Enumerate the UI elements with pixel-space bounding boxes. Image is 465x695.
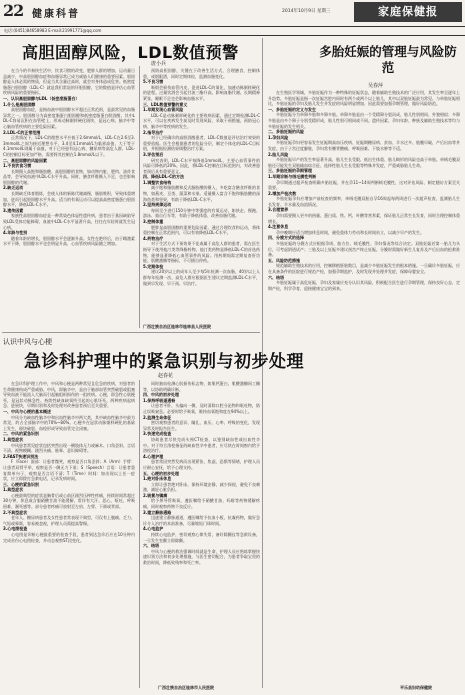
subheading: 五、心梗的初步处理 [143,470,179,476]
paragraph: 多胎妊娠孕妇应增加产前检查的频率，单绒毛膜双胎自孕16周起每两周进行一次超声检查，监测胎儿生长发育、羊水量及血流情况。 [268,196,460,207]
subheading: 1.典型症状 [3,436,24,442]
paragraph: 预防高胆固醇，关键在于改善生活方式，合理膳食，控制体重，戒烟限酒，同时定期体检，监测血脂变化。 [143,68,260,79]
subheading: 2.监测生命体征 [143,414,172,420]
article3-column [268,90,460,682]
subheading: 四、中风的初步处理 [143,392,179,398]
paragraph: 高胆固醇血症，是指血液中胆固醇水平超过正常范围，是最常见的血脂异常之一。胆固醇分为高密度脂蛋白胆固醇和低密度脂蛋白胆固醇，其中LDL-C容易沉积在血管壁上，形成动脉粥样硬化斑块，是冠心病、脑卒中等心脑血管疾病的主要危险因素。 [3,107,135,129]
subheading: 2.增加产检次数 [268,190,297,196]
paragraph: 孕妇需要摄入更多的热量、蛋白质、铁、钙、叶酸等营养素，保证胎儿正常生长发育，同时合理控制体重增长。 [268,213,460,224]
article1-author: 唐小兵 [151,61,167,67]
article2-column-1 [3,381,135,691]
subheading: 4.注意休息 [268,224,289,230]
paragraph: 患者常因突然发病而出现紧张、焦虑、恐惧等情绪，护理人员应耐心安抚，给予心理支持。 [143,459,260,470]
paragraph: 对于已经确诊的高胆固醇患者，LDL-C数值是评估治疗效果的重要依据。医生会根据患者的危险分层，制定个体化的LDL-C目标值，并根据检测结果调整治疗方案。 [143,135,260,152]
subheading: 1.典型症状 [3,487,24,493]
paragraph: 家族性高胆固醇血症是一种常染色体显性遗传病，患者由于基因缺陷导致LDL受体功能障碍，血液中LDL-C水平显著升高，往往在年轻时就发生冠心病。 [3,213,135,230]
paragraph: 吸烟会损伤血管内皮，促进LDL-C的氧化，加速动脉粥样硬化的进程。过量饮酒会引起甘油三酯升高，影响血脂代谢。长期精神紧张、睡眠不足也会影响血脂水平。 [143,84,260,101]
paragraph: 在当今的节奏快生活中，饮食习惯的改变，肥胖人群的增加，运动量日益减少，中高胆固醇血症和血脂异常已成为威胁人们健康的重要因素。胆固醇是人体必需的物质，但是当其含量过高时，就会对身体造成危害。低密度脂蛋白胆固醇（LDL-C）就是我们常说的坏胆固醇，它的数值是评估心血管疾病风险的重要指标。 [3,68,135,96]
article2-source: 广西壮族自治区桂林市人民医院 [158,685,214,690]
paragraph: 研究表明，LDL-C水平每降低1mmol/L，主要心血管事件的风险可降低约20%。因此，将LDL-C控制在目标范围内，对改善患者预后具有重要意义。 [143,157,260,174]
paragraph: 老年人、糖尿病患者及女性患者常表现不典型，可仅有上腹痛、乏力、气短或晕厥，容易被忽视，护理人员需提高警惕。 [3,515,135,526]
subheading: 五、风险防范措施 [268,257,300,263]
article2-column-2 [143,381,260,683]
subheading: 4.心理护理 [143,453,164,459]
paragraph: 随着年龄的增长，胆固醇水平会逐渐升高。女性在绝经后，由于雌激素水平下降，胆固醇水平也会明显升高，心血管疾病风险随之增加。 [3,235,135,247]
paragraph: 心梗最典型的症状是胸骨后或心前区剧烈压榨性疼痛，持续时间常超过30分钟，休息或含服硝酸甘油不能缓解，常伴有大汗、恶心、呕吐、呼吸困难、濒死感等。部分患者疼痛可放射至左肩、左臂、下颌或背部。 [3,492,135,510]
paragraph: 中风与心梗的救治强调时间就是生命，护理人员应熟练掌握快速识别方法和初步处理措施，与医生密切配合，为患者争取宝贵的救治时间，降低致残率和死亡率。 [143,548,260,565]
column-divider [139,66,140,328]
article3-author: 吴春萍 [368,83,384,89]
subheading: 二、多胎妊娠的风险 [268,129,304,135]
subheading: 4.年龄与性别 [3,230,28,236]
subheading: 1.调整饮食结构 [143,179,172,185]
article1-column-2 [143,68,260,322]
paragraph: 多胎妊娠早产的发生率显著升高，胎儿生长受限、低出生体重、胎儿畸形的风险也高于单胎。单绒毛膜双胎还可能发生双胎输血综合征、选择性胎儿生长受限等特殊并发症，严重威胁胎儿生命。 [268,157,460,168]
paragraph: 肥胖是高胆固醇的重要危险因素，通过合理饮食和运动，将体重控制在正常范围内，可以有效降低LDL-C水平。 [143,224,260,236]
paragraph: 多胎妊娠孕妇更容易发生妊娠期高血压疾病、妊娠期糖尿病、贫血、羊水过多、胎膜早破、产后出血等并发症。由于子宫过度膨胀，孕妇常有腰背酸痛、呼吸困难、下肢水肿等不适。 [268,140,460,151]
subheading: 4.心电监护 [143,526,164,532]
paragraph: 中风分为缺血性脑卒中和出血性脑卒中两大类，其中缺血性脑卒中最为常见，约占全部脑卒中的70%~80%。心梗多在冠状动脉粥样硬化的基础上发生，斑块破裂、血栓形成导致血管完全闭塞。 [3,414,135,431]
paragraph: LDL-C是动脉粥样硬化的主要致病因素，通过定期检测LDL-C水平，可以在疾病发生前及时发现风险，采取干预措施，预防冠心病、脑卒中等疾病的发生。 [143,112,260,129]
subheading: 3.快速完成检查 [143,431,172,437]
section-name: 健康科普 [32,9,80,20]
subheading: 2.缺乏运动 [3,185,24,191]
subheading: 2.坚持规律运动 [143,202,172,208]
subheading: 2.吸氧与镇痛 [143,492,168,498]
subheading: 六、结语 [143,543,159,549]
paragraph: 多胎妊娠分为单卵多胎和多卵多胎。单卵多胎是由一个受精卵分裂而成，胎儿性别相同、外貌相似；多卵多胎是由多个卵子分别受精形成，胎儿性别可相同或不同。遗传因素、孕妇年龄、种族及辅助生殖技术等均与多胎妊娠的发生相关。 [268,112,460,129]
paragraph: 建议20岁以上的成年人至少每5年检测一次血脂，40岁以上人群每年检测一次，高危人群应根据医生建议定期监测LDL-C水平，做到早发现、早干预、早治疗。 [143,269,260,286]
subheading: 3.建立静脉通路 [143,509,172,515]
subheading: 2.指导治疗 [143,129,164,135]
paragraph: 规范辅助生殖技术的应用，控制移植胚胎数目，是减少多胎妊娠发生的根本措施。一旦确诊多胎妊娠，应在具备条件的医院进行规范产检，加强孕期监护，及时发现并处理并发症，保障母婴安全。 [268,263,460,274]
subheading: 5.不良习惯 [143,79,164,85]
subheading: 3.控制体重 [143,219,164,225]
subheading: 2.LDL-C的正常范围 [3,129,41,135]
paragraph: 给予鼻导管吸氧，遵医嘱给予硝酸甘油、吗啡等药物缓解疼痛，同时观察药物不良反应。 [143,498,260,510]
paragraph: 孕早期通过超声检查明确多胎妊娠，并在孕11~14周判断绒毛膜性，这对评估风险、制定随访方案至关重要。 [268,179,460,191]
paragraph: 孕中晚期应适当增加休息时间，避免重体力劳动和长时间站立，以减少早产的发生。 [276,229,424,235]
article1-title: 高胆固醇风险，LDL数值预警 [22,43,239,62]
paragraph: 让患者平卧，头偏向一侧，及时清除口腔分泌物和呕吐物，防止误吸窒息。必要时给予吸氧，维持血氧饱和度在94%以上。 [143,403,260,414]
article2-kicker: 认识中风与心梗 [3,338,52,346]
paragraph: 正常情况下，LDL-C的理想水平应低于2.6mmol/L，LDL-C在2.6至3.3mmol/L之间为接近理想水平，3.4至4.1mmol/L为临界高值，大于等于4.1mmol/L则属于高值。对于已经患有冠心病、糖尿病等高危人群，LDL-C的控制目标更加严格，需要将其控制在1.8mmol/L以下。 [3,135,135,157]
subheading: 1.早期发现心血管风险 [143,107,184,113]
subheading: 二、中风的紧急识别 [3,431,39,437]
paragraph: F（Face）面部：让患者微笑，观察是否口角歪斜；A（Arm）手臂：让患者双臂平举，观察是否一侧无力下垂；S（Speech）言语：让患者重复简单句子，观察是否言语不清；T（Time）时间：如出现以上任一症状，应立即拨打急救电话，记录发病时间。 [3,459,135,482]
paragraph: 长期摄入高饱和脂肪酸、高胆固醇的食物，如动物内脏、肥肉、油炸食品等，会导致血液中LDL-C水平升高。同时，膳食纤维摄入不足，也会影响胆固醇的代谢。 [3,168,135,185]
paragraph: 减少饱和脂肪酸和反式脂肪酸的摄入，多吃富含膳食纤维的食物，如燕麦、豆类、蔬菜和水果。适量摄入富含不饱和脂肪酸的深海鱼类和坚果，有助于降低LDL-C水平。 [143,185,260,202]
section-divider [2,332,260,333]
subheading: 3.遗传因素 [3,207,24,213]
subheading: 1.保持呼吸道通畅 [143,397,176,403]
subheading: 5.定期体检 [143,263,164,269]
subheading: 3.评估预后 [143,151,164,157]
paragraph: 立即让患者绝对卧床，保持环境安静，减少探视，避免不良刺激，减轻心脏负担。 [143,481,260,493]
subheading: 一、认识高胆固醇与LDL（低密度脂蛋白） [3,95,80,101]
paragraph: 持续心电监护，密切观察心律失常，备好除颤仪等急救设备，一旦发生室颤立即除颤。 [143,532,260,543]
subheading: 2.FAST快速识别法 [3,453,39,459]
paragraph: 多胎妊娠的分娩方式应根据孕周、胎方位、绒毛膜性、孕妇情况等综合决定。双胎妊娠若第一胎儿为头位，可考虑阴道试产；三胎及以上妊娠多建议剖宫产终止妊娠。分娩时需做好新生儿复苏及产后出血的抢救准备。 [268,241,460,258]
subheading: 一、中风与心梗的基本概述 [3,408,51,414]
article1-source: 广西壮族自治区桂林市桂林县人民医院 [143,324,211,329]
paragraph: 在急诊科护理工作中，中风和心梗是两种常见且危急的疾病，对患者的生命健康构成严重威胁。中风，即脑卒中，是由于脑部血管突然破裂或阻塞导致血液不能流入大脑而引起脑组织损伤的一组疾病。心梗，即急性心肌梗死，是冠状动脉急性、持续性缺血缺氧所引起的心肌坏死。两种疾病起病急、进展快，早期识别和及时处理对改善患者预后至关重要。 [3,381,135,409]
paragraph: 协助患者尽快完成头颅CT检查，以鉴别缺血性或出血性卒中。对于符合溶栓指征的缺血性卒中患者，应尽快在时间窗内给予溶栓治疗。 [143,436,260,454]
subheading: 1.绝对卧床休息 [143,476,172,482]
subheading: 二、高胆固醇的风险因素 [3,157,47,163]
subheading: 3.心电图检查 [3,526,28,532]
subheading: 2.胎儿风险 [268,151,289,157]
subheading: 1.孕妇风险 [268,134,289,140]
subheading: 2.不典型症状 [3,509,28,515]
subheading: 1.什么是高胆固醇 [3,101,36,107]
paragraph: 心电图是诊断心梗最重要的检查手段，患者到达急诊后应在10分钟内完成首份心电图检查，并动态观察ST段变化。 [3,532,135,543]
page-header [0,0,465,26]
subheading: 一、多胎妊娠的定义与发生 [268,106,316,112]
article1-column-1 [3,68,135,330]
paragraph: 密切观察患者的意识、瞳孔、血压、心率、呼吸的变化，发现异常及时报告医生。 [143,420,260,431]
date-line: 2014年10月9日 星期三 [282,9,331,14]
newspaper-title: 家庭保健报 [354,2,462,22]
contact-bar: 电话:(0451)84658983 E-mail:21991771@qq.com [0,26,465,36]
paragraph: 长期缺乏体育锻炼，会使人体的新陈代谢减慢，脂肪堆积，导致体重增加，进而引起胆固醇水平升高。适当的有氧运动可以提高高密度脂蛋白胆固醇水平，降低LDL-C水平。 [3,191,135,208]
paragraph: 迅速建立静脉通道，遵医嘱给予抗血小板、抗凝药物，做好急诊介入治疗的术前准备，尽量缩短门球时间。 [143,515,260,526]
paragraph: 在生殖医学领域，多胎妊娠作为一种特殊的妊娠状态，随着辅助生殖技术的广泛应用，其发生率呈逐年上升趋势。多胎妊娠是指一次妊娠宫腔内同时有两个或两个以上胎儿，其中以双胎妊娠最为常见。与单胎妊娠相比，多胎妊娠的孕妇及胎儿发生并发症的风险明显增加，因此需要加强孕期管理，做好风险防范。 [268,90,460,107]
paragraph: 中风患者常见症状包括突然出现一侧肢体无力或麻木、口角歪斜、言语不清、视物模糊、剧烈头痛、眩晕、意识障碍等。 [3,442,135,454]
subheading: 三、LDL数值预警的意义 [143,101,188,107]
article3-title: 多胎妊娠的管理与风险防范 [319,44,457,75]
article3-source: 平乐县妇幼保健院 [400,685,432,690]
article2-title: 急诊科护理中的紧急识别与初步处理 [24,352,304,372]
paragraph: 对于生活方式干预效果不佳或属于高危人群的患者，需在医生指导下使用他汀类等降脂药物。他汀类药物是降低LDL-C的首选药物，能够显著降低心血管事件的风险。用药期间需定期复查肝功能、肌酸激酶等指标，不可擅自停药。 [143,241,260,264]
paragraph: 每周至少进行150分钟中等强度的有氧运动，如快走、慢跑、游泳、骑自行车等，有助于降低体重、改善血脂代谢。 [143,207,260,219]
subheading: 三、多胎妊娠的孕期管理 [268,168,312,174]
subheading: 三、心梗的紧急识别 [3,481,39,487]
paragraph: 多胎妊娠属于高危妊娠，孕妇及家属应充分认识其风险，积极配合医生进行孕期管理，保持良好心态，定期产检，科学孕育，迎接健康宝宝的到来。 [268,280,460,291]
article2-author: 赵春花 [158,373,174,379]
subheading: 3.合理营养 [268,207,289,213]
column-divider [139,380,140,688]
subheading: 四、分娩方式的选择 [268,235,304,241]
subheading: 六、结语 [268,274,284,280]
subheading: 四、降低LDL-C的方法 [143,174,185,180]
page-number: 22 [3,1,24,20]
subheading: 1.早期诊断与绒毛膜性判断 [268,173,317,179]
subheading: 4.药物治疗 [143,235,164,241]
paragraph: 同时抽血检测心肌损伤标志物，如肌钙蛋白、肌酸激酶同工酶等，以协助明确诊断。 [143,381,260,392]
subheading: 1.不良饮食习惯 [3,163,32,169]
